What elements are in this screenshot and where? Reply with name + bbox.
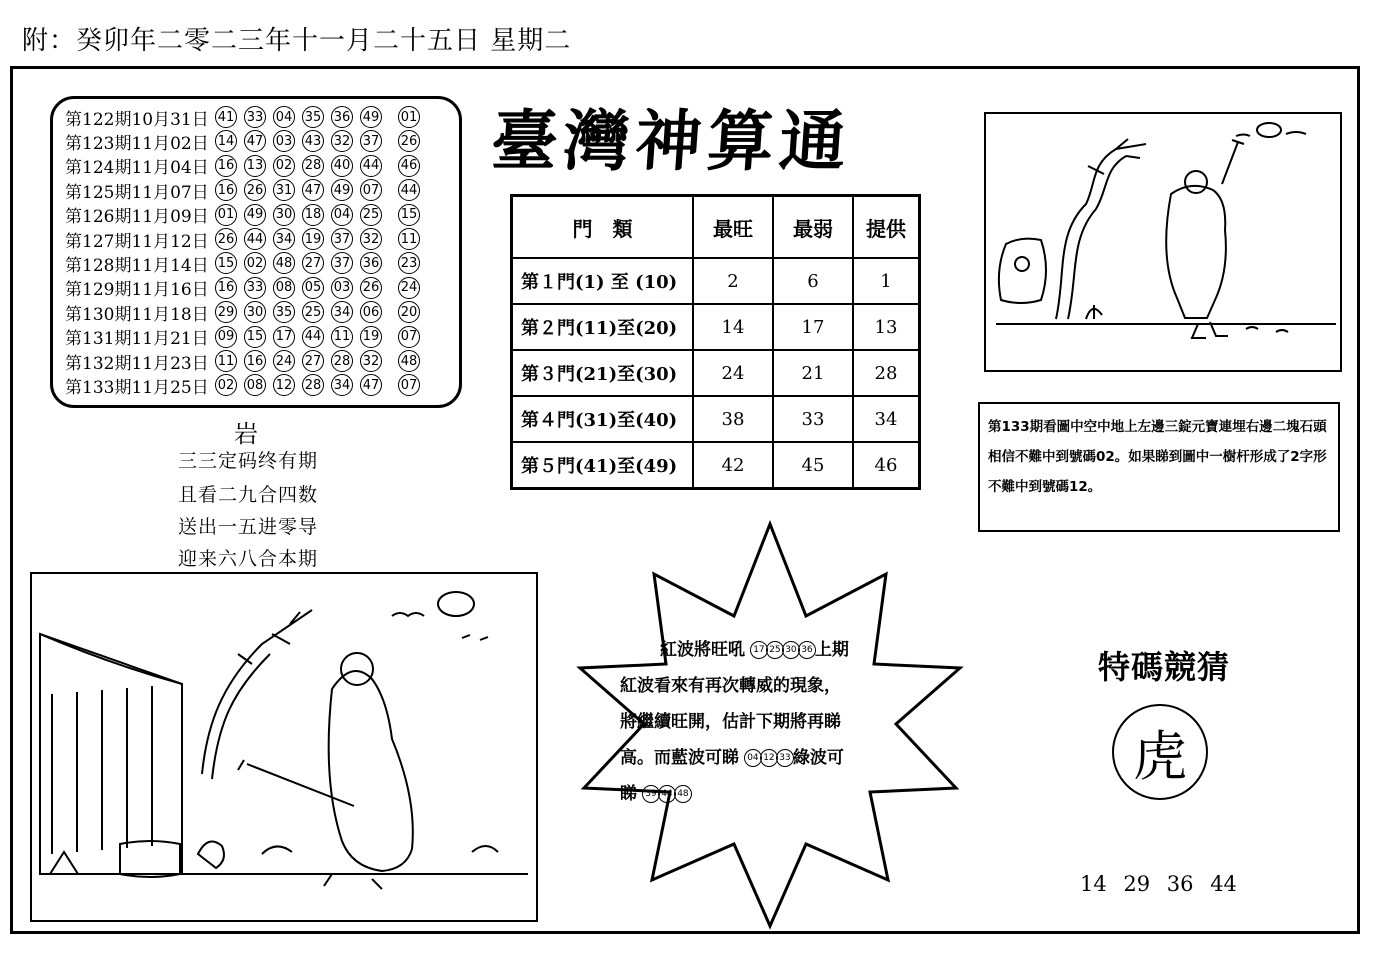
header-door: 門 類 xyxy=(512,196,694,259)
special-number-ball: 15 xyxy=(398,204,420,226)
history-label: 第123期11月02日 xyxy=(65,133,209,154)
illustration-old-man-hoe xyxy=(984,112,1342,372)
star-text: 上期 xyxy=(814,640,849,660)
number-ball: 30 xyxy=(273,204,295,226)
header-offer: 提供 xyxy=(853,196,920,259)
history-row xyxy=(65,300,427,324)
door-offer: 34 xyxy=(853,396,920,442)
door-label: 第５門(41)至(49) xyxy=(512,442,694,489)
history-row xyxy=(65,129,427,153)
history-row xyxy=(65,227,427,251)
door-offer: 28 xyxy=(853,350,920,396)
number-ball: 48 xyxy=(674,785,692,803)
poem-line: 三三定码终有期 xyxy=(178,450,319,472)
number-ball: 30 xyxy=(244,301,266,323)
number-ball: 12 xyxy=(273,374,295,396)
door-max: 24 xyxy=(693,350,773,396)
history-row xyxy=(65,154,427,178)
number-ball: 32 xyxy=(360,228,382,250)
number-ball: 36 xyxy=(331,106,353,128)
special-number-ball: 48 xyxy=(398,350,420,372)
number-ball: 04 xyxy=(744,749,762,767)
special-number-ball: 24 xyxy=(398,277,420,299)
number-ball: 02 xyxy=(215,374,237,396)
number-ball: 48 xyxy=(273,252,295,274)
number-ball: 47 xyxy=(302,179,324,201)
number-ball: 37 xyxy=(331,228,353,250)
number-ball: 30 xyxy=(782,641,800,659)
number-ball: 44 xyxy=(360,155,382,177)
history-row xyxy=(65,203,427,227)
table-row xyxy=(512,258,920,304)
number-ball: 32 xyxy=(331,130,353,152)
number-ball: 49 xyxy=(331,179,353,201)
number-ball: 24 xyxy=(273,350,295,372)
table-row xyxy=(512,304,920,350)
history-row xyxy=(65,349,427,373)
number-ball: 35 xyxy=(302,106,324,128)
history-label: 第129期11月16日 xyxy=(65,280,209,301)
number-ball: 37 xyxy=(331,252,353,274)
special-number-ball: 01 xyxy=(398,106,420,128)
history-row xyxy=(65,178,427,202)
number-ball: 49 xyxy=(360,106,382,128)
history-label: 第125期11月07日 xyxy=(65,182,209,203)
number-ball: 14 xyxy=(215,130,237,152)
number-ball: 43 xyxy=(302,130,324,152)
number-ball: 16 xyxy=(244,350,266,372)
number-ball: 41 xyxy=(215,106,237,128)
number-ball: 34 xyxy=(331,301,353,323)
number-ball: 18 xyxy=(302,204,324,226)
special-number-ball: 23 xyxy=(398,252,420,274)
star-line xyxy=(620,740,890,776)
number-ball: 49 xyxy=(244,204,266,226)
history-label: 第132期11月23日 xyxy=(65,353,209,374)
number-ball: 34 xyxy=(273,228,295,250)
number-ball: 19 xyxy=(302,228,324,250)
star-text: 紅波將旺吼 xyxy=(660,640,745,660)
sketch-scene-icon xyxy=(986,114,1340,370)
number-ball: 44 xyxy=(658,785,676,803)
star-line xyxy=(620,632,890,668)
number-ball: 44 xyxy=(244,228,266,250)
number-ball: 25 xyxy=(302,301,324,323)
number-ball: 02 xyxy=(244,252,266,274)
star-line xyxy=(620,776,890,812)
door-max: 2 xyxy=(693,258,773,304)
number-ball: 37 xyxy=(360,130,382,152)
number-ball: 25 xyxy=(360,204,382,226)
door-table xyxy=(510,194,921,490)
special-number-ball: 44 xyxy=(398,179,420,201)
special-number-ball: 20 xyxy=(398,301,420,323)
number-ball: 04 xyxy=(331,204,353,226)
illustration-old-man-cane xyxy=(30,572,538,922)
number-ball: 36 xyxy=(798,641,816,659)
number-ball: 07 xyxy=(360,179,382,201)
number-ball: 17 xyxy=(273,326,295,348)
door-max: 38 xyxy=(693,396,773,442)
number-ball: 33 xyxy=(244,106,266,128)
history-row xyxy=(65,325,427,349)
history-label: 第128期11月14日 xyxy=(65,255,209,276)
number-ball: 01 xyxy=(215,204,237,226)
table-row xyxy=(512,350,920,396)
number-ball: 28 xyxy=(331,350,353,372)
number-ball: 08 xyxy=(244,374,266,396)
number-ball: 28 xyxy=(302,374,324,396)
number-ball: 16 xyxy=(215,277,237,299)
door-label: 第２門(11)至(20) xyxy=(512,304,694,350)
number-ball: 26 xyxy=(360,277,382,299)
number-ball: 09 xyxy=(215,326,237,348)
guess-animal: 虎 xyxy=(1112,704,1208,800)
number-ball: 12 xyxy=(760,749,778,767)
table-row xyxy=(512,396,920,442)
star-line: 將繼續旺開，估計下期將再睇 xyxy=(620,712,841,732)
number-ball: 32 xyxy=(360,350,382,372)
number-ball: 28 xyxy=(302,155,324,177)
special-number-ball: 07 xyxy=(398,374,420,396)
number-ball: 03 xyxy=(331,277,353,299)
hint-text: 第133期看圖中空中地上左邊三錠元寶連埋右邊二塊石頭相信不難中到號碼02。如果睇到圖中一樹杆形成了2字形不難中到號碼12。 xyxy=(988,419,1327,495)
header-max: 最旺 xyxy=(693,196,773,259)
history-label: 第130期11月18日 xyxy=(65,304,209,325)
number-ball: 25 xyxy=(766,641,784,659)
number-ball: 13 xyxy=(244,155,266,177)
number-ball: 35 xyxy=(273,301,295,323)
door-min: 33 xyxy=(773,396,853,442)
number-ball: 11 xyxy=(331,326,353,348)
star-text: 高。而藍波可睇 xyxy=(620,748,739,768)
door-min: 45 xyxy=(773,442,853,489)
number-ball: 34 xyxy=(331,374,353,396)
number-ball: 27 xyxy=(302,252,324,274)
door-min: 17 xyxy=(773,304,853,350)
number-ball: 15 xyxy=(244,326,266,348)
number-ball: 33 xyxy=(244,277,266,299)
door-max: 14 xyxy=(693,304,773,350)
special-number-ball: 07 xyxy=(398,326,420,348)
number-ball: 15 xyxy=(215,252,237,274)
number-ball: 17 xyxy=(750,641,768,659)
poem-title: 岩 xyxy=(234,420,258,448)
history-label: 第133期11月25日 xyxy=(65,377,209,398)
number-ball: 11 xyxy=(215,350,237,372)
number-ball: 26 xyxy=(244,179,266,201)
number-ball: 47 xyxy=(244,130,266,152)
header-min: 最弱 xyxy=(773,196,853,259)
number-ball: 16 xyxy=(215,155,237,177)
sketch-scene-icon xyxy=(32,574,536,920)
door-label: 第１門(1) 至 (10) xyxy=(512,258,694,304)
history-label: 第122期10月31日 xyxy=(65,109,209,130)
door-min: 6 xyxy=(773,258,853,304)
hint-note xyxy=(978,402,1340,532)
history-label: 第126期11月09日 xyxy=(65,207,209,228)
number-ball: 19 xyxy=(360,326,382,348)
history-panel xyxy=(50,96,462,408)
number-ball: 04 xyxy=(273,106,295,128)
star-commentary xyxy=(620,632,890,812)
number-ball: 39 xyxy=(642,785,660,803)
number-ball: 03 xyxy=(273,130,295,152)
number-ball: 40 xyxy=(331,155,353,177)
history-row xyxy=(65,105,427,129)
poem-line: 且看二九合四数 xyxy=(178,484,319,506)
number-ball: 44 xyxy=(302,326,324,348)
number-ball: 16 xyxy=(215,179,237,201)
guess-numbers: 14 29 36 44 xyxy=(1080,872,1237,896)
history-row xyxy=(65,373,427,397)
number-ball: 05 xyxy=(302,277,324,299)
special-number-ball: 11 xyxy=(398,228,420,250)
history-row xyxy=(65,251,427,275)
star-line: 紅波看來有再次轉威的現象， xyxy=(620,676,841,696)
history-label: 第124期11月04日 xyxy=(65,158,209,179)
number-ball: 29 xyxy=(215,301,237,323)
history-label: 第127期11月12日 xyxy=(65,231,209,252)
door-label: 第３門(21)至(30) xyxy=(512,350,694,396)
number-ball: 06 xyxy=(360,301,382,323)
door-min: 21 xyxy=(773,350,853,396)
number-ball: 33 xyxy=(776,749,794,767)
date-header: 附：癸卯年二零二三年十一月二十五日 星期二 xyxy=(22,26,572,56)
page-title: 臺灣神算通 xyxy=(488,102,855,180)
special-number-ball: 26 xyxy=(398,130,420,152)
number-ball: 08 xyxy=(273,277,295,299)
star-text: 綠波可 xyxy=(792,748,844,768)
number-ball: 26 xyxy=(215,228,237,250)
star-text: 睇 xyxy=(620,784,637,804)
poem-line: 送出一五进零导 xyxy=(178,516,319,538)
history-row xyxy=(65,276,427,300)
door-label: 第４門(31)至(40) xyxy=(512,396,694,442)
number-ball: 27 xyxy=(302,350,324,372)
guess-title: 特碼競猜 xyxy=(1098,648,1231,686)
door-offer: 1 xyxy=(853,258,920,304)
number-ball: 36 xyxy=(360,252,382,274)
door-offer: 46 xyxy=(853,442,920,489)
door-offer: 13 xyxy=(853,304,920,350)
number-ball: 02 xyxy=(273,155,295,177)
number-ball: 47 xyxy=(360,374,382,396)
table-row xyxy=(512,442,920,489)
poem-line: 迎来六八合本期 xyxy=(178,548,319,570)
table-header-row xyxy=(512,196,920,259)
special-number-ball: 46 xyxy=(398,155,420,177)
number-ball: 31 xyxy=(273,179,295,201)
door-max: 42 xyxy=(693,442,773,489)
history-label: 第131期11月21日 xyxy=(65,329,209,350)
